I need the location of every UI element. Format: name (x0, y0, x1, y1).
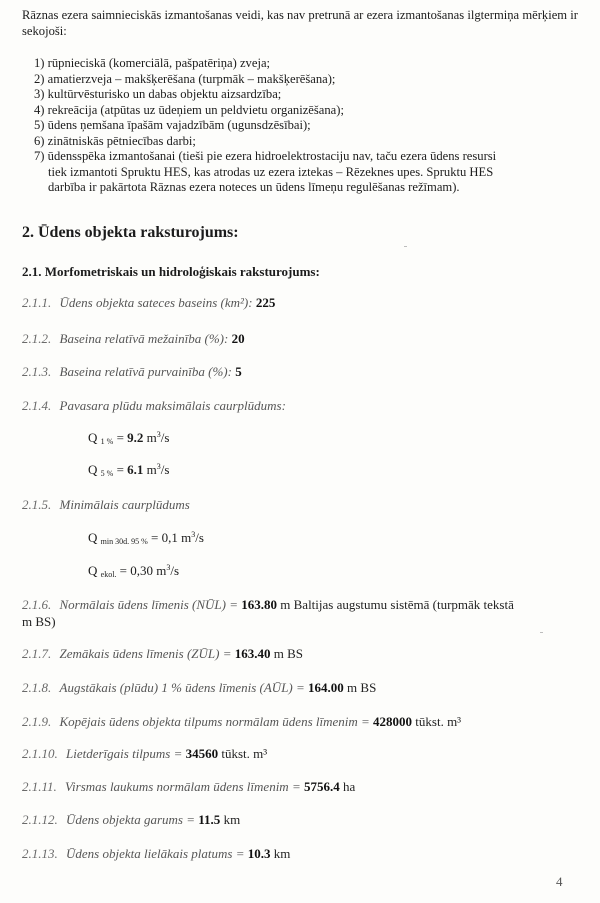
usage-list (34, 56, 562, 196)
item-number: 2.1.8. (22, 680, 52, 695)
item-length (22, 811, 582, 828)
item-label: Ūdens objekta sateces baseins (km²): (59, 295, 253, 310)
item-bog-cover (22, 363, 582, 380)
item-number: 2.1.4. (22, 398, 52, 413)
item-number: 2.1.10. (22, 746, 58, 761)
item-unit: km (223, 812, 241, 827)
item-label: Virsmas laukums normālam ūdens līmenim = (65, 779, 301, 794)
item-surface-area (22, 778, 582, 795)
subsection-heading: 2.1. Morfometriskais un hidroloģiskais raksturojums: (22, 264, 320, 279)
list-number: 7) (34, 149, 45, 163)
flow-qmin: Q min 30d. 95 % = 0,1 $m^3/s$ (88, 530, 204, 546)
flow-q1: Q 1 % = 9.2 $m^3/s$ (88, 430, 170, 446)
item-unit: km (273, 846, 291, 861)
list-number: 6) (34, 133, 45, 148)
item-value: 164.00 (308, 680, 344, 695)
intro-paragraph: Rāznas ezera saimnieciskās izmantošanas veidi, kas nav pretrunā ar ezera izmantošanas ilgtermiņa mērķiem ir sekojoši: (22, 8, 578, 38)
item-label: Zemākais ūdens līmenis (ZŪL) = (59, 646, 232, 661)
item-unit: tūkst. m³ (221, 746, 268, 761)
list-text: zinātniskās pētniecības darbi; (47, 133, 196, 148)
scan-speck (540, 632, 543, 633)
list-text: rekreācija (atpūtas uz ūdeņiem un peldvietu organizēšana); (47, 102, 344, 117)
item-number: 2.1.1. (22, 295, 52, 310)
item-label: Kopējais ūdens objekta tilpums normālam ūdens līmenim = (59, 714, 370, 729)
item-min-flow (22, 496, 582, 513)
list-item (34, 72, 562, 88)
page-number: 4 (556, 874, 563, 889)
list-item (34, 87, 562, 103)
item-unit: tūkst. m³ (415, 714, 462, 729)
flow-qekol: Q ekol. = 0,30 $m^3/s$ (88, 563, 180, 579)
list-number: 3) (34, 87, 45, 101)
list-text: rūpnieciskā (komerciālā, pašpatēriņa) zveja; (47, 56, 271, 70)
list-text: ūdensspēka izmantošanai (tieši pie ezera hidroelektrostaciju nav, taču ezera ūdens resursi (47, 149, 497, 163)
scan-speck (404, 246, 407, 247)
item-label: Ūdens objekta lielākais platums = (66, 846, 245, 861)
item-label: Pavasara plūdu maksimālais caurplūdums: (59, 398, 286, 413)
item-normal-level (22, 596, 582, 630)
list-number: 2) (34, 71, 45, 86)
item-unit: m Baltijas augstumu sistēmā (turpmāk tekstā (280, 597, 514, 612)
item-value: 428000 (373, 714, 413, 729)
item-value: 10.3 (247, 846, 271, 861)
list-item (34, 134, 562, 150)
item-forest-cover (22, 330, 582, 347)
list-number: 5) (34, 118, 45, 132)
item-high-level (22, 679, 582, 696)
item-value: 163.80 (241, 597, 278, 612)
section-heading: 2. Ūdens objekta raksturojums: (22, 224, 239, 241)
item-value: 5756.4 (303, 779, 340, 794)
list-item (34, 118, 562, 134)
item-label: Minimālais caurplūdums (59, 497, 190, 512)
list-text: ūdens ņemšana īpašām vajadzībām (ugunsdzēsībai); (47, 118, 311, 132)
item-unit-continued: m BS) (22, 614, 56, 629)
item-value: 163.40 (234, 646, 271, 661)
list-text: amatierzveja – makšķerēšana (turpmāk – makšķerēšana); (47, 71, 336, 86)
list-item (34, 103, 562, 119)
item-low-level (22, 645, 582, 662)
item-number: 2.1.2. (22, 331, 52, 346)
item-value: 5 (235, 364, 242, 379)
list-number: 4) (34, 102, 45, 117)
list-text: kultūrvēsturisko un dabas objektu aizsardzība; (47, 87, 282, 101)
item-number: 2.1.12. (22, 812, 58, 827)
list-text-continued: tiek izmantoti Spruktu HES, kas atrodas uz ezera iztekas – Rēzeknes upes. Spruktu HES (48, 164, 494, 179)
list-text-continued: darbība ir pakārtota Rāznas ezera noteces un ūdens līmeņu regulēšanas režīmam). (48, 180, 460, 194)
item-number: 2.1.11. (22, 779, 57, 794)
item-flood-max-flow (22, 397, 582, 414)
item-label: Baseina relatīvā mežainība (%): (59, 331, 229, 346)
item-number: 2.1.6. (22, 597, 52, 612)
item-value: 20 (231, 331, 245, 346)
item-value: 225 (255, 295, 276, 310)
item-value: 34560 (185, 746, 219, 761)
flow-q5: Q 5 % = 6.1 $m^3/s$ (88, 462, 170, 478)
item-number: 2.1.9. (22, 714, 52, 729)
item-unit: m BS (273, 646, 304, 661)
item-unit: ha (342, 779, 356, 794)
list-item (34, 56, 562, 72)
item-label: Ūdens objekta garums = (66, 812, 196, 827)
item-number: 2.1.7. (22, 646, 52, 661)
item-number: 2.1.3. (22, 364, 52, 379)
item-unit: m BS (347, 680, 377, 695)
item-label: Lietderīgais tilpums = (66, 746, 183, 761)
item-value: 11.5 (198, 812, 221, 827)
list-item (34, 149, 562, 196)
item-number: 2.1.5. (22, 497, 52, 512)
item-label: Normālais ūdens līmenis (NŪL) = (59, 597, 239, 612)
item-number: 2.1.13. (22, 846, 58, 861)
item-catchment-area (22, 294, 582, 311)
item-label: Baseina relatīvā purvainība (%): (59, 364, 232, 379)
item-useful-volume (22, 745, 582, 762)
item-max-width (22, 845, 582, 862)
item-total-volume (22, 713, 582, 730)
list-number: 1) (34, 56, 45, 70)
item-label: Augstākais (plūdu) 1 % ūdens līmenis (AŪL) = (59, 680, 305, 695)
